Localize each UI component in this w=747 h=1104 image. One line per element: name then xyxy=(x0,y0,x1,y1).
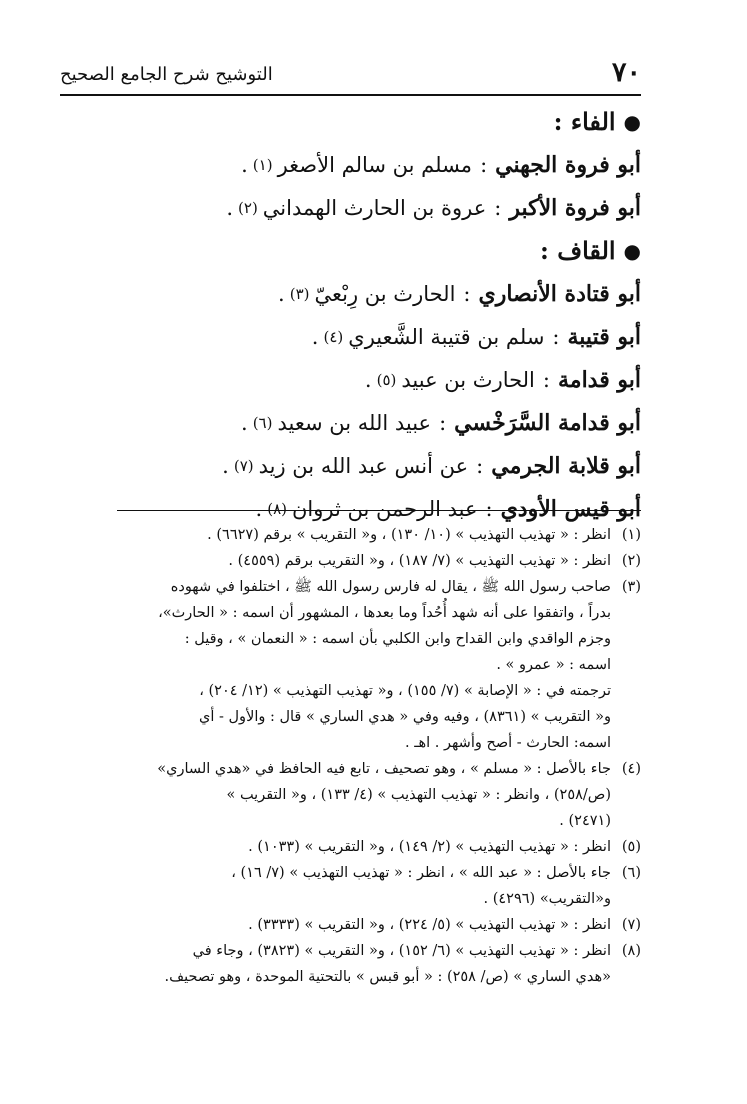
line-end-dot: . xyxy=(311,324,319,349)
footnote-number: (٣) xyxy=(621,579,641,595)
full-name: سلم بن قتيبة الشَّعيري xyxy=(348,324,545,349)
footnote-text xyxy=(61,574,611,756)
footnote-divider xyxy=(117,510,641,511)
footnote-reference: (٤) xyxy=(323,327,344,346)
section-label: الفاء : xyxy=(553,107,616,136)
footnote-line: ترجمته في : « الإصابة » (٧/ ١٥٥) ، و« تهذيب التهذيب » (١٢/ ٢٠٤) ، xyxy=(199,683,611,699)
separator: : xyxy=(463,281,471,306)
footnote-line: (ص/٢٥٨) ، وانظر : « تهذيب التهذيب » (٤/ ١٣٣) ، و« التقريب » xyxy=(226,787,611,803)
footnote-reference: (١) xyxy=(252,155,273,174)
footnote-line: انظر : « تهذيب التهذيب » (٥/ ٢٢٤) ، و« التقريب » (٣٣٣٣) . xyxy=(248,917,611,933)
footnote-line: اسمه: الحارث - أصح وأشهر . اهـ . xyxy=(405,735,611,751)
footnote-line: صاحب رسول الله ﷺ ، يقال له فارس رسول الله ﷺ ، اختلفوا في شهوده xyxy=(170,579,611,595)
separator: : xyxy=(542,367,550,392)
footnote-line: انظر : « تهذيب التهذيب » (٧/ ١٨٧) ، و« التقريب برقم (٤٥٥٩) . xyxy=(228,553,611,569)
full-name: عن أنس عبد الله بن زيد xyxy=(258,453,469,478)
footnote-line: و« التقريب » (٨٣٦١) ، وفيه وفي « هدي الساري » قال : والأول - أي xyxy=(199,709,611,725)
footnote-text xyxy=(61,860,611,912)
footnote-line: اسمه : « عمرو » . xyxy=(496,657,611,673)
footnote-line: انظر : « تهذيب التهذيب » (١٠/ ١٣٠) ، و« التقريب » برقم (٦٦٢٧) . xyxy=(207,527,611,543)
bullet-icon: ● xyxy=(623,109,641,134)
bullet-icon: ● xyxy=(623,238,641,263)
kunya-entry xyxy=(81,143,641,186)
section-heading xyxy=(81,100,641,143)
footnote-line: بدراً ، واتفقوا على أنه شهد أُحُداً وما بعدها ، المشهور أن اسمه : « الحارث»، xyxy=(158,605,611,621)
kunya-name: أبو فروة الأكبر xyxy=(509,194,641,221)
line-end-dot: . xyxy=(255,496,263,521)
kunya-entry xyxy=(81,186,641,229)
kunya-name: أبو قتادة الأنصاري xyxy=(478,280,641,307)
footnote-reference: (٦) xyxy=(252,413,273,432)
footnote-line: «هدي الساري » (ص/ ٢٥٨) : « أبو قبس » بالتحتية الموحدة ، وهو تصحيف. xyxy=(164,969,611,985)
footnote xyxy=(61,756,641,834)
footnote-number: (٤) xyxy=(621,761,641,777)
full-name: عروة بن الحارث الهمداني xyxy=(262,195,487,220)
footnote xyxy=(61,860,641,912)
line-end-dot: . xyxy=(241,152,248,177)
separator: : xyxy=(494,195,502,220)
footnote-line: انظر : « تهذيب التهذيب » (٦/ ١٥٢) ، و« التقريب » (٣٨٢٣) ، وجاء في xyxy=(192,943,611,959)
line-end-dot: . xyxy=(226,195,234,220)
footnote-number: (١) xyxy=(621,527,641,543)
section-heading xyxy=(81,229,641,272)
footnote-text xyxy=(61,548,611,574)
footnote-text xyxy=(61,938,611,990)
footnote-line: جاء بالأصل : « مسلم » ، وهو تصحيف ، تابع فيه الحافظ في «هدي الساري» xyxy=(157,761,611,777)
footnote xyxy=(61,938,641,990)
line-end-dot: . xyxy=(364,367,372,392)
kunya-name: أبو قلابة الجرمي xyxy=(491,452,641,479)
full-name: مسلم بن سالم الأصغر xyxy=(277,152,473,177)
footnote-text xyxy=(61,522,611,548)
page-number: ٧٠ xyxy=(611,57,641,88)
separator: : xyxy=(480,152,488,177)
kunya-name: أبو فروة الجهني xyxy=(495,151,641,178)
footnote-number: (٥) xyxy=(621,839,641,855)
footnote-text xyxy=(61,756,611,834)
separator: : xyxy=(552,324,560,349)
line-end-dot: . xyxy=(241,410,248,435)
footnote-number: (٨) xyxy=(621,943,641,959)
kunya-name: أبو قدامة السَّرَخْسي xyxy=(454,409,641,436)
footnote xyxy=(61,912,641,938)
footnote xyxy=(61,574,641,756)
footnote xyxy=(61,834,641,860)
kunya-entry xyxy=(81,358,641,401)
footnote-reference: (٥) xyxy=(376,370,397,389)
footnote-text xyxy=(61,912,611,938)
full-name: عبيد الله بن سعيد xyxy=(277,410,432,435)
footnote-reference: (٨) xyxy=(267,499,287,518)
section-label: القاف : xyxy=(540,236,616,265)
page-header xyxy=(60,58,641,96)
kunya-name: أبو قتيبة xyxy=(567,323,641,350)
kunya-entry xyxy=(81,315,641,358)
kunya-entry xyxy=(81,444,641,487)
footnote-number: (٦) xyxy=(621,865,641,881)
footnote-line: وجزم الواقدي وابن القداح وابن الكلبي بأن اسمه : « النعمان » ، وقيل : xyxy=(184,631,611,647)
separator: : xyxy=(439,410,447,435)
footnote-reference: (٢) xyxy=(238,198,258,217)
kunya-entry xyxy=(81,272,641,315)
footnotes xyxy=(61,522,641,990)
separator: : xyxy=(485,496,493,521)
footnote xyxy=(61,548,641,574)
kunya-name: أبو قدامة xyxy=(557,366,641,393)
separator: : xyxy=(476,453,484,478)
footnote-line: انظر : « تهذيب التهذيب » (٢/ ١٤٩) ، و« التقريب » (١٠٣٣) . xyxy=(248,839,611,855)
kunya-entries-list xyxy=(81,100,641,530)
full-name: الحارث بن رِبْعيّ xyxy=(314,281,456,306)
footnote-line: جاء بالأصل : « عبد الله » ، انظر : « تهذيب التهذيب » (٧/ ١٦) ، xyxy=(231,865,611,881)
running-title: التوشيح شرح الجامع الصحيح xyxy=(60,64,273,85)
footnote-reference: (٧) xyxy=(233,456,254,475)
footnote-text xyxy=(61,834,611,860)
footnote-reference: (٣) xyxy=(289,284,310,303)
footnote-number: (٢) xyxy=(621,553,641,569)
footnote-line: و«التقريب» (٤٢٩٦) . xyxy=(483,891,611,907)
kunya-name: أبو قيس الأودي xyxy=(500,495,641,522)
line-end-dot: . xyxy=(278,281,285,306)
footnote-number: (٧) xyxy=(621,917,641,933)
full-name: الحارث بن عبيد xyxy=(401,367,535,392)
full-name: عبد الرحمن بن ثروان xyxy=(291,496,478,521)
line-end-dot: . xyxy=(222,453,229,478)
footnote-line: (٢٤٧١) . xyxy=(559,813,611,829)
footnote xyxy=(61,522,641,548)
kunya-entry xyxy=(81,401,641,444)
